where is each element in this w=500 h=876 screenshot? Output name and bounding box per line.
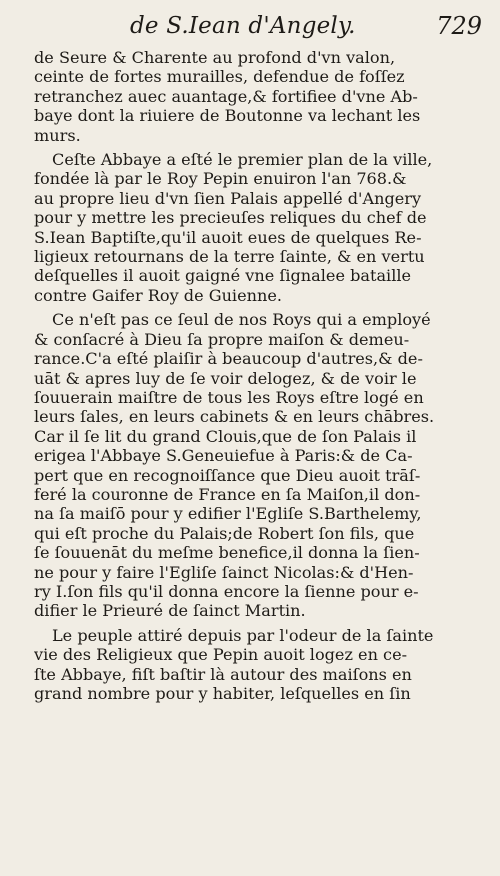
- text-line: murs.: [34, 125, 81, 145]
- text-line: Ce n'eſt pas ce ſeul de nos Roys qui a employé: [52, 310, 431, 330]
- paragraph-4: [34, 626, 484, 704]
- text-line: baye dont la riuiere de Boutonne va lechant les: [34, 106, 421, 126]
- page-header: [34, 10, 484, 40]
- paragraph-2: [34, 150, 484, 305]
- text-line: feré la couronne de France en ſa Maiſon,il don-: [34, 484, 421, 504]
- text-line: ligieux retournans de la terre ſainte, & en vertu: [34, 247, 425, 267]
- text-line: au propre lieu d'vn ſien Palais appellé d'Angery: [34, 188, 422, 208]
- text-line: ſouuerain maiſtre de tous les Roys eſtre logé en: [34, 387, 424, 407]
- text-line: pert que en recognoiſſance que Dieu auoit trāſ-: [34, 465, 421, 485]
- text-line: ſte Abbaye, fiſt baſtir là autour des maiſons en: [34, 664, 412, 684]
- text-line: deſquelles il auoit gaigné vne ſignalee bataille: [34, 266, 412, 286]
- text-line: ne pour y faire l'Egliſe ſainct Nicolas:& d'Hen-: [34, 562, 414, 582]
- text-line: grand nombre pour y habiter, leſquelles en ſin: [34, 684, 411, 703]
- text-line: Car il ſe lit du grand Clouis,que de ſon Palais il: [34, 426, 417, 446]
- text-line: de Seure & Charente au profond d'vn valon,: [34, 48, 396, 67]
- text-line: qui eſt proche du Palais;de Robert ſon fils, que: [34, 523, 415, 543]
- text-line: ceinte de fortes murailles, defendue de foſſez: [34, 67, 405, 87]
- text-line: Ceſte Abbaye a eſté le premier plan de la ville,: [52, 150, 433, 170]
- text-line: Le peuple attiré depuis par l'odeur de la ſainte: [52, 625, 434, 645]
- text-line: difier le Prieuré de ſainct Martin.: [34, 601, 306, 621]
- text-line: rance.C'a eſté plaiſir à beaucoup d'autres,& de-: [34, 349, 423, 369]
- page-body: [34, 48, 484, 703]
- text-line: ry I.ſon fils qu'il donna encore la ſienne pour e-: [34, 581, 419, 601]
- text-line: vie des Religieux que Pepin auoit logez en ce-: [34, 645, 408, 665]
- paragraph-3: [34, 310, 484, 621]
- page-number: 729: [436, 12, 482, 40]
- running-title: de S.Iean d'Angely.: [130, 13, 356, 39]
- paragraph-1: [34, 48, 484, 145]
- text-line: fondée là par le Roy Pepin enuiron l'an 768.&: [34, 169, 407, 189]
- text-line: S.Iean Baptiſte,qu'il auoit eues de quelques Re-: [34, 227, 422, 247]
- text-line: ſe ſouuenāt du meſme benefice,il donna la ſien-: [34, 543, 420, 563]
- text-line: leurs ſales, en leurs cabinets & en leurs chābres.: [34, 407, 435, 427]
- text-line: uāt & apres luy de ſe voir delogez, & de voir le: [34, 368, 417, 388]
- text-line: & conſacré à Dieu ſa propre maiſon & demeu-: [34, 329, 410, 349]
- text-line: na ſa maiſō pour y edifier l'Egliſe S.Barthelemy,: [34, 504, 422, 524]
- text-line: erigea l'Abbaye S.Geneuiefue à Paris:& de Ca-: [34, 446, 413, 466]
- text-line: retranchez auec auantage,& fortifiee d'vne Ab-: [34, 86, 418, 106]
- text-line: pour y mettre les precieuſes reliques du chef de: [34, 208, 427, 228]
- text-line: contre Gaifer Roy de Guienne.: [34, 285, 282, 305]
